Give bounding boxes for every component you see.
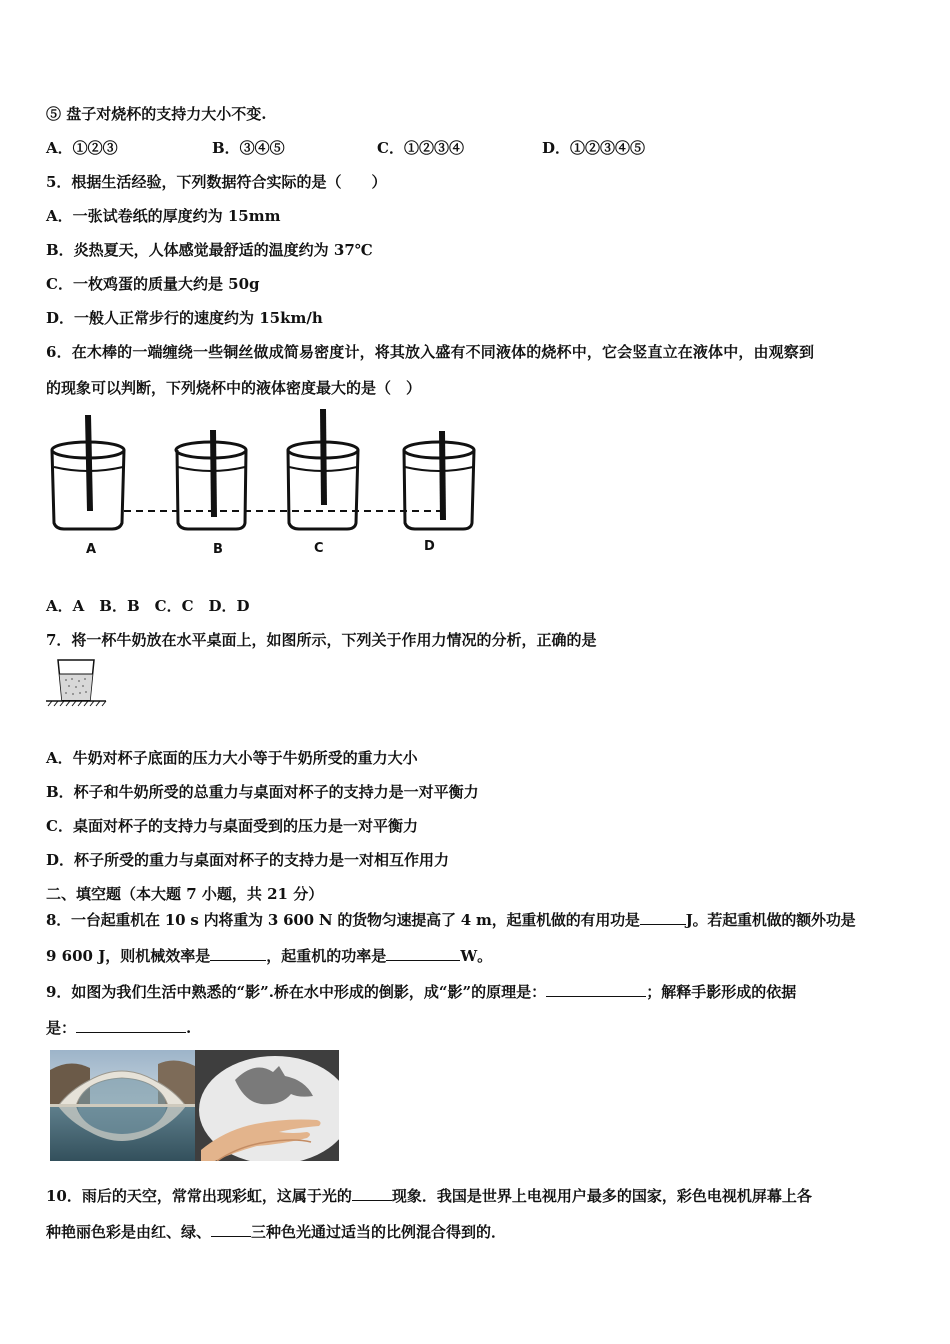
q8-blank-power[interactable] xyxy=(386,946,460,961)
beaker-label-c: C xyxy=(314,541,324,556)
q8-blank-useful-work[interactable] xyxy=(640,910,686,925)
q8-blank-efficiency[interactable] xyxy=(210,946,266,961)
beakers-figure xyxy=(44,405,484,560)
q5-option-c: C．一枚鸡蛋的质量大约是 50g xyxy=(46,275,260,293)
q8-line2: 9 600 J，则机械效率是 ，起重机的功率是 W。 xyxy=(46,947,493,965)
q8-line1: 8．一台起重机在 10 s 内将重为 3 600 N 的货物匀速提高了 4 m，起重机做的有用功是 J。若起重机做的额外功是 xyxy=(46,911,856,929)
q7-option-c: C．桌面对杯子的支持力与桌面受到的压力是一对平衡力 xyxy=(46,817,418,835)
q10-blank-phenomenon[interactable] xyxy=(352,1186,392,1201)
q9-line1: 9．如图为我们生活中熟悉的“影”.桥在水中形成的倒影，成“影”的原理是： ；解释手影形成的依据 xyxy=(46,983,797,1001)
beaker-label-a: A xyxy=(86,542,97,557)
q6-stem-line2: 的现象可以判断，下列烧杯中的液体密度最大的是（ ） xyxy=(46,379,422,397)
q4-option-a: A．①②③ xyxy=(46,139,118,157)
milk-cup-figure xyxy=(44,658,108,710)
q7-option-d: D．杯子所受的重力与桌面对杯子的支持力是一对相互作用力 xyxy=(46,851,450,869)
q5-stem: 5．根据生活经验，下列数据符合实际的是（ ） xyxy=(46,173,387,191)
q7-option-a: A．牛奶对杯子底面的压力大小等于牛奶所受的重力大小 xyxy=(46,749,418,767)
q5-option-d: D．一般人正常步行的速度约为 15km/h xyxy=(46,309,323,327)
q9-blank-principle[interactable] xyxy=(546,982,646,997)
q10-line1: 10．雨后的天空，常常出现彩虹，这属于光的 现象．我国是世界上电视用户最多的国家，彩色电视机屏幕上各 xyxy=(46,1187,812,1205)
q4-item5: ⑤ 盘子对烧杯的支持力大小不变. xyxy=(46,105,267,123)
q4-option-b: B．③④⑤ xyxy=(212,139,285,157)
q6-stem-line1: 6．在木棒的一端缠绕一些铜丝做成简易密度计，将其放入盛有不同液体的烧杯中，它会竖直立在液体中，由观察到 xyxy=(46,343,815,361)
beaker-a xyxy=(52,415,124,529)
q7-option-b: B．杯子和牛奶所受的总重力与桌面对杯子的支持力是一对平衡力 xyxy=(46,783,479,801)
q4-option-c: C．①②③④ xyxy=(377,139,464,157)
bridge-reflection-photo xyxy=(50,1050,195,1161)
q9-line2: 是： . xyxy=(46,1019,192,1037)
q9-blank-reason[interactable] xyxy=(76,1018,186,1033)
table-surface xyxy=(46,701,106,706)
beaker-label-b: B xyxy=(213,542,223,557)
milk-cup xyxy=(58,660,94,700)
q6-options: A．A B．B C．C D．D xyxy=(46,597,250,615)
hand-shadow-photo xyxy=(195,1050,339,1161)
beaker-label-d: D xyxy=(424,539,435,554)
q10-line2: 种艳丽色彩是由红、绿、 三种色光通过适当的比例混合得到的． xyxy=(46,1223,507,1241)
q5-option-a: A．一张试卷纸的厚度约为 15mm xyxy=(46,207,281,225)
section-2-heading: 二、填空题（本大题 7 小题，共 21 分） xyxy=(46,885,324,903)
q5-option-b: B．炎热夏天，人体感觉最舒适的温度约为 37℃ xyxy=(46,241,373,259)
q10-blank-color[interactable] xyxy=(211,1222,251,1237)
q7-stem: 7．将一杯牛奶放在水平桌面上，如图所示，下列关于作用力情况的分析，正确的是 xyxy=(46,631,597,649)
q4-option-d: D．①②③④⑤ xyxy=(542,139,646,157)
beaker-b xyxy=(176,430,246,529)
beaker-d xyxy=(404,431,474,529)
